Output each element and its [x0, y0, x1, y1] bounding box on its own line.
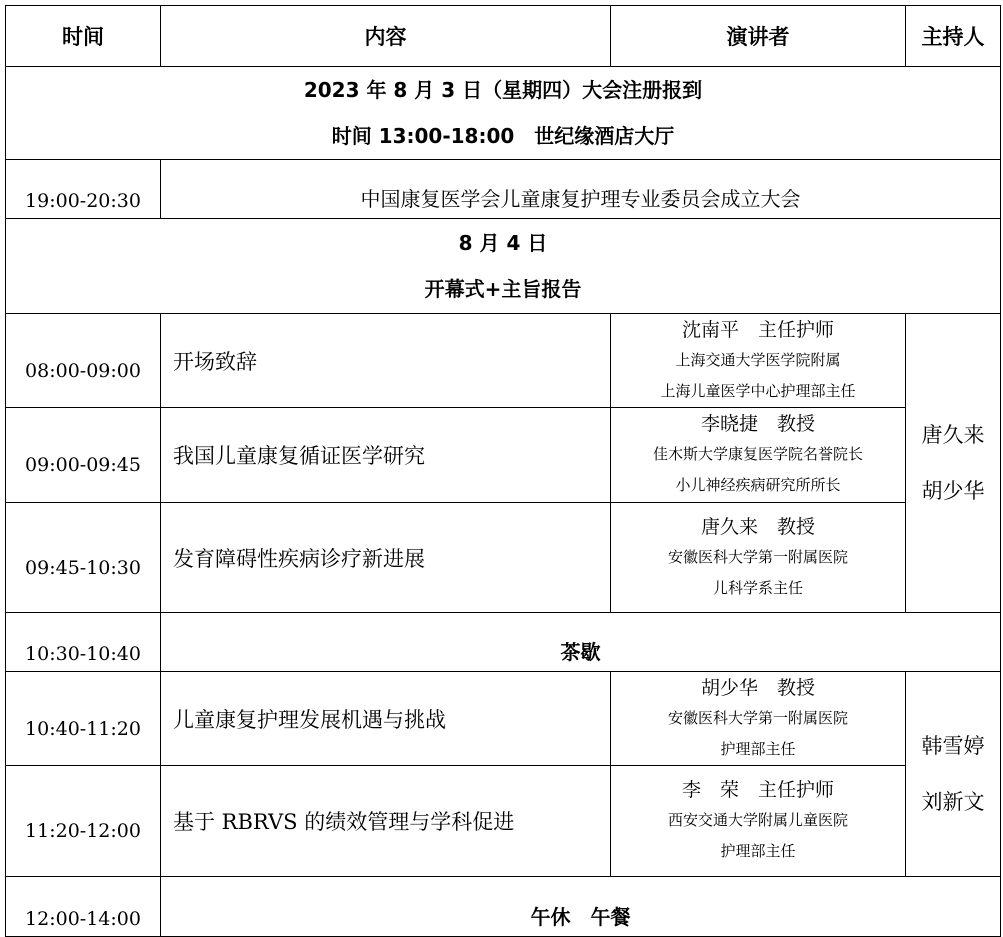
header-host: 主持人 [906, 6, 1001, 67]
speaker-name: 沈南平 主任护师 [681, 318, 834, 341]
day2-row [6, 219, 1001, 314]
registration-cell [6, 67, 1001, 160]
speaker-name: 李晓捷 教授 [700, 413, 815, 435]
speaker-name: 李 荣 主任护师 [681, 779, 834, 801]
registration-line1: 2023 年 8 月 3 日（星期四）大会注册报到 [303, 78, 703, 102]
talk-time: 10:40-11:20 [6, 672, 161, 766]
host-name: 唐久来 [921, 423, 985, 447]
speaker-affiliation: 小儿神经疾病研究所所长 [675, 476, 841, 494]
talk-time: 08:00-09:00 [6, 314, 161, 408]
header-content: 内容 [161, 6, 611, 67]
talk-title: 我国儿童康复循证医学研究 [161, 408, 611, 503]
speaker-affiliation: 安徽医科大学第一附属医院 [667, 708, 848, 727]
day2-date: 8 月 4 日 [458, 231, 548, 255]
talk-title: 发育障碍性疾病诊疗新进展 [161, 503, 611, 613]
header-row [6, 6, 1001, 67]
speaker-affiliation: 佳木斯大学康复医学院名誉院长 [652, 445, 863, 463]
talk-row [6, 766, 1001, 877]
talk-title: 基于 RBRVS 的绩效管理与学科促进 [161, 766, 611, 877]
tea-break-time: 10:30-10:40 [6, 613, 161, 672]
lunch-label: 午休 午餐 [161, 877, 1001, 937]
lunch-row [6, 877, 1001, 937]
schedule-table [5, 5, 1001, 937]
host-name: 韩雪婷 [921, 734, 985, 758]
host-name: 胡少华 [921, 479, 985, 503]
host-name: 刘新文 [921, 790, 985, 814]
talk-title: 开场致辞 [161, 314, 611, 408]
header-time: 时间 [6, 6, 161, 67]
talk-row [6, 503, 1001, 613]
talk-speaker-cell [611, 408, 906, 503]
talk-row [6, 314, 1001, 408]
lunch-time: 12:00-14:00 [6, 877, 161, 937]
talk-time: 09:45-10:30 [6, 503, 161, 613]
host-cell-1 [906, 314, 1001, 613]
talk-time: 11:20-12:00 [6, 766, 161, 877]
founding-time: 19:00-20:30 [6, 160, 161, 219]
talk-speaker-cell [611, 314, 906, 408]
speaker-affiliation: 安徽医科大学第一附属医院 [667, 547, 848, 566]
founding-title: 中国康复医学会儿童康复护理专业委员会成立大会 [161, 160, 1001, 219]
founding-row [6, 160, 1001, 219]
talk-speaker-cell [611, 766, 906, 877]
talk-row [6, 672, 1001, 766]
speaker-affiliation: 西安交通大学附属儿童医院 [667, 811, 848, 829]
speaker-affiliation: 上海交通大学医学院附属 [675, 350, 841, 369]
registration-line2: 时间 13:00-18:00 世纪缘酒店大厅 [331, 124, 675, 148]
speaker-affiliation: 护理部主任 [720, 739, 796, 758]
day2-session: 开幕式+主旨报告 [424, 277, 582, 301]
speaker-name: 胡少华 教授 [700, 676, 815, 699]
host-cell-2 [906, 672, 1001, 877]
speaker-name: 唐久来 教授 [700, 515, 815, 538]
tea-break-row [6, 613, 1001, 672]
talk-row [6, 408, 1001, 503]
talk-title: 儿童康复护理发展机遇与挑战 [161, 672, 611, 766]
day2-cell [6, 219, 1001, 314]
speaker-affiliation: 上海儿童医学中心护理部主任 [660, 381, 856, 400]
talk-speaker-cell [611, 672, 906, 766]
header-speaker: 演讲者 [611, 6, 906, 67]
tea-break-label: 茶歇 [161, 613, 1001, 672]
registration-row [6, 67, 1001, 160]
talk-time: 09:00-09:45 [6, 408, 161, 503]
talk-speaker-cell [611, 503, 906, 613]
speaker-affiliation: 护理部主任 [720, 842, 796, 860]
speaker-affiliation: 儿科学系主任 [712, 578, 803, 597]
